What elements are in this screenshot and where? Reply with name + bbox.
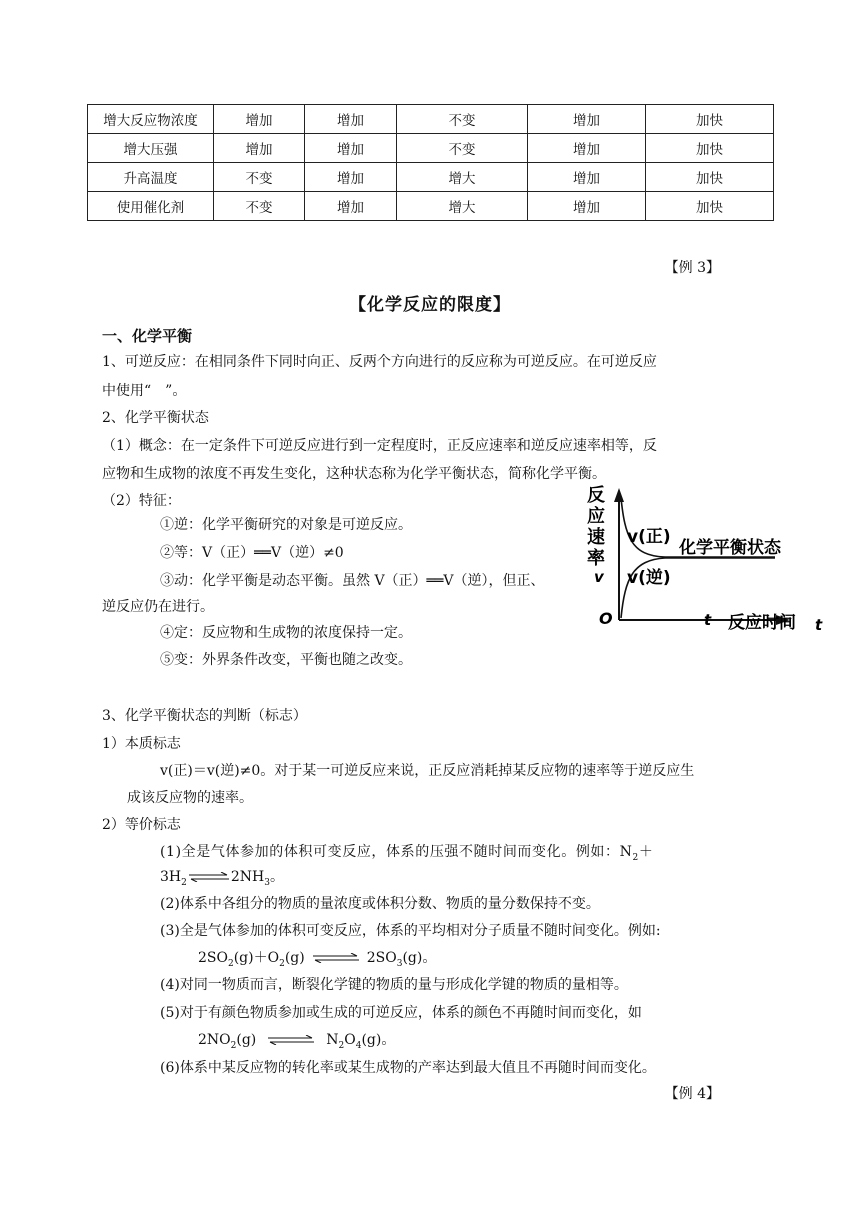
para-concept-2: 应物和生成物的浓度不再发生变化，这种状态称为化学平衡状态，简称化学平衡。 xyxy=(102,466,606,482)
item-1b: $3H_2$ $2NH_3$。 xyxy=(160,869,284,888)
table-cell: 增大 xyxy=(397,163,528,192)
table-cell: 加快 xyxy=(646,192,774,221)
reverse-rate-curve xyxy=(621,558,775,618)
yvar-label: v xyxy=(594,568,604,586)
para-features: （2）特征： xyxy=(102,493,181,509)
table-cell: 增加 xyxy=(528,163,646,192)
feature-5: ⑤变：外界条件改变，平衡也随之改变。 xyxy=(160,652,412,668)
table-cell: 增加 xyxy=(214,134,305,163)
table-cell: 增加 xyxy=(528,134,646,163)
feature-2: ②等：V（正）══V（逆）≠0 xyxy=(160,545,344,561)
table-cell: 不变 xyxy=(397,105,528,134)
para-reversible-1: 1、可逆反应：在相同条件下同时向正、反两个方向进行的反应称为可逆反应。在可逆反应 xyxy=(102,354,657,370)
table-cell: 增加 xyxy=(214,105,305,134)
forward-label: v(正) xyxy=(627,527,671,547)
ylabel-4: 率 xyxy=(587,548,605,569)
table-cell: 增加 xyxy=(305,163,397,192)
table-row xyxy=(88,192,774,221)
table-cell: 升高温度 xyxy=(88,163,214,192)
origin-label: O xyxy=(599,609,613,628)
feature-3b: 逆反应仍在进行。 xyxy=(102,599,214,615)
table-cell: 增大反应物浓度 xyxy=(88,105,214,134)
xvar-label: t xyxy=(815,616,823,634)
reversible-arrow-icon xyxy=(189,872,229,882)
item-3: (3)全是气体参加的体积可变反应，体系的平均相对分子质量不随时间变化。例如: xyxy=(160,923,661,939)
table-cell: 增大 xyxy=(397,192,528,221)
para-equivalent-sign: 2）等价标志 xyxy=(102,817,181,833)
feature-3a: ③动：化学平衡是动态平衡。虽然 V（正）══V（逆），但正、 xyxy=(160,573,545,589)
item-6: (6)体系中某反应物的转化率或某生成物的产率达到最大值且不再随时间而变化。 xyxy=(160,1060,656,1076)
para-essential-1: v(正)＝v(逆)≠0。对于某一可逆反应来说，正反应消耗掉某反应物的速率等于逆反应生 xyxy=(160,763,695,779)
table-cell: 增加 xyxy=(305,192,397,221)
table-cell: 增加 xyxy=(528,192,646,221)
ylabel-2: 应 xyxy=(587,506,605,527)
y-axis-arrow xyxy=(614,488,624,502)
table-row xyxy=(88,134,774,163)
reversible-arrow-icon xyxy=(313,953,359,963)
table-cell: 加快 xyxy=(646,105,774,134)
table-cell: 使用催化剂 xyxy=(88,192,214,221)
para-judgement: 3、化学平衡状态的判断（标志） xyxy=(102,708,307,724)
ylabel-3: 速 xyxy=(587,527,605,548)
reverse-label: v(逆) xyxy=(627,568,671,588)
table-row xyxy=(88,105,774,134)
table-cell: 不变 xyxy=(397,134,528,163)
table-cell: 增加 xyxy=(528,105,646,134)
item-3-equation: $2SO_2(g)+O_2(g)$ $2SO_3(g)$。 xyxy=(198,950,437,969)
table-cell: 增大压强 xyxy=(88,134,214,163)
table-cell: 增加 xyxy=(305,105,397,134)
item-5-equation: $2NO_2(g)$ $N_2O_4(g)$。 xyxy=(198,1032,396,1051)
para-concept-1: （1）概念：在一定条件下可逆反应进行到一定程度时，正反应速率和逆反应速率相等，反 xyxy=(102,438,657,454)
state-label: 化学平衡状态 xyxy=(679,538,781,558)
table-cell: 不变 xyxy=(214,163,305,192)
item-2: (2)体系中各组分的物质的量浓度或体积分数、物质的量分数保持不变。 xyxy=(160,896,600,912)
t-label: t xyxy=(704,611,712,629)
para-reversible-2: 中使用“ ”。 xyxy=(102,383,187,399)
example-4-label: 【例 4】 xyxy=(664,1086,720,1102)
ylabel-1: 反 xyxy=(587,485,605,506)
feature-1: ①逆：化学平衡研究的对象是可逆反应。 xyxy=(160,517,412,533)
section-title: 【化学反应的限度】 xyxy=(349,295,511,315)
table-row xyxy=(88,163,774,192)
example-3-label: 【例 3】 xyxy=(664,260,720,276)
table-cell: 加快 xyxy=(646,134,774,163)
item-1a: (1)全是气体参加的体积可变反应，体系的压强不随时间而变化。例如：$N_2+$ xyxy=(160,844,654,863)
feature-4: ④定：反应物和生成物的浓度保持一定。 xyxy=(160,625,412,641)
xlabel: 反应时间 xyxy=(728,613,796,633)
equilibrium-rate-graph xyxy=(585,478,830,638)
table-cell: 加快 xyxy=(646,163,774,192)
item-5: (5)对于有颜色物质参加或生成的可逆反应，体系的颜色不再随时间而变化，如 xyxy=(160,1005,642,1021)
rate-factor-table xyxy=(87,104,774,221)
para-equilibrium-state: 2、化学平衡状态 xyxy=(102,410,209,426)
para-essential-sign: 1）本质标志 xyxy=(102,736,181,752)
table-cell: 不变 xyxy=(214,192,305,221)
item-4: (4)对同一物质而言，断裂化学键的物质的量与形成化学键的物质的量相等。 xyxy=(160,977,628,993)
reversible-arrow-icon xyxy=(268,1035,314,1045)
heading-chemical-equilibrium: 一、化学平衡 xyxy=(102,327,193,345)
para-essential-2: 成该反应物的速率。 xyxy=(127,790,253,806)
table-cell: 增加 xyxy=(305,134,397,163)
